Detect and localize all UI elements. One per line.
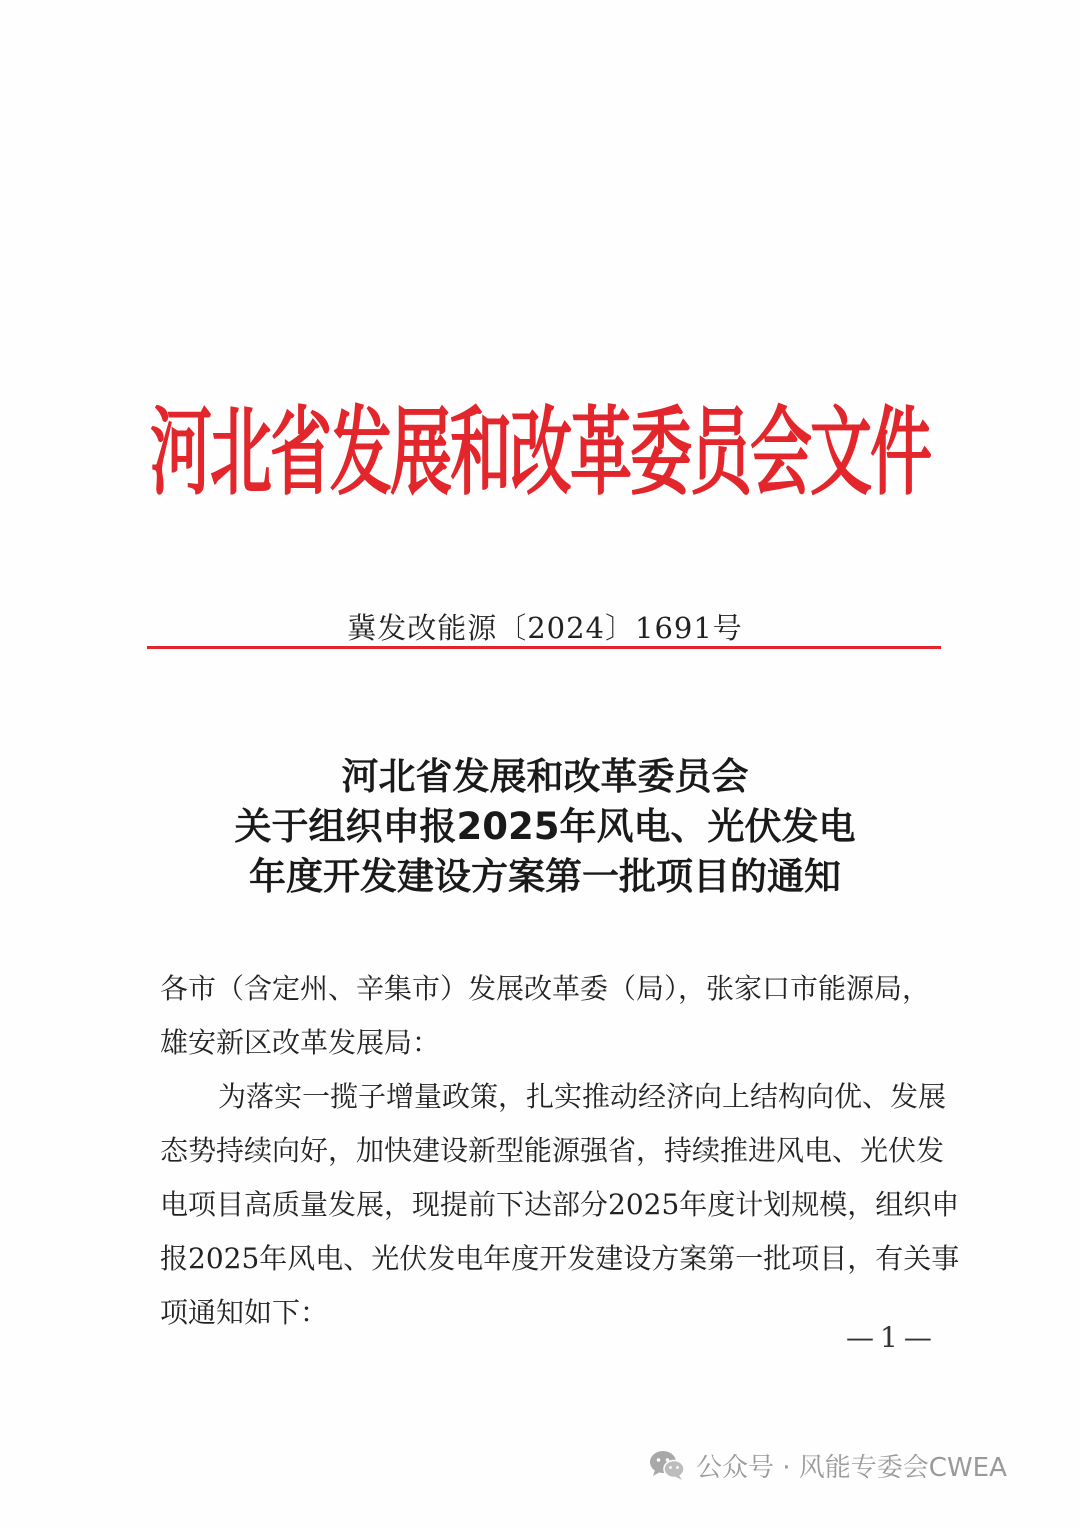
notice-title — [150, 752, 940, 902]
title-line-1: 河北省发展和改革委员会 — [341, 755, 749, 798]
page-number: —1— — [846, 1321, 938, 1354]
recipients-paragraph — [160, 962, 950, 1070]
red-divider-line — [147, 646, 941, 649]
watermark-text: 公众号 · 风能专委会CWEA — [696, 1452, 1007, 1483]
document-masthead: 河北省发展和改革委员会文件 — [150, 395, 931, 509]
body-line-1: 为落实一揽子增量政策，扎实推动经济向上结构向优、发展 — [218, 1080, 947, 1113]
body-line-4: 报2025年风电、光伏发电年度开发建设方案第一批项目，有关事 — [160, 1242, 960, 1275]
recipient-line-2: 雄安新区改革发展局： — [160, 1026, 441, 1059]
title-line-2: 关于组织申报2025年风电、光伏发电 — [234, 805, 856, 848]
body-line-2: 态势持续向好，加快建设新型能源强省，持续推进风电、光伏发 — [160, 1134, 945, 1167]
body-line-3: 电项目高质量发展，现提前下达部分2025年度计划规模，组织申 — [160, 1188, 960, 1221]
recipient-line-1: 各市（含定州、辛集市）发展改革委（局），张家口市能源局， — [160, 972, 931, 1005]
wechat-icon — [648, 1448, 686, 1482]
document-number: 冀发改能源〔2024〕1691号 — [347, 611, 743, 645]
body-line-5: 项通知如下： — [160, 1296, 329, 1329]
title-line-3: 年度开发建设方案第一批项目的通知 — [249, 855, 841, 898]
body-paragraph — [160, 1070, 960, 1340]
wechat-watermark — [648, 1444, 1007, 1486]
